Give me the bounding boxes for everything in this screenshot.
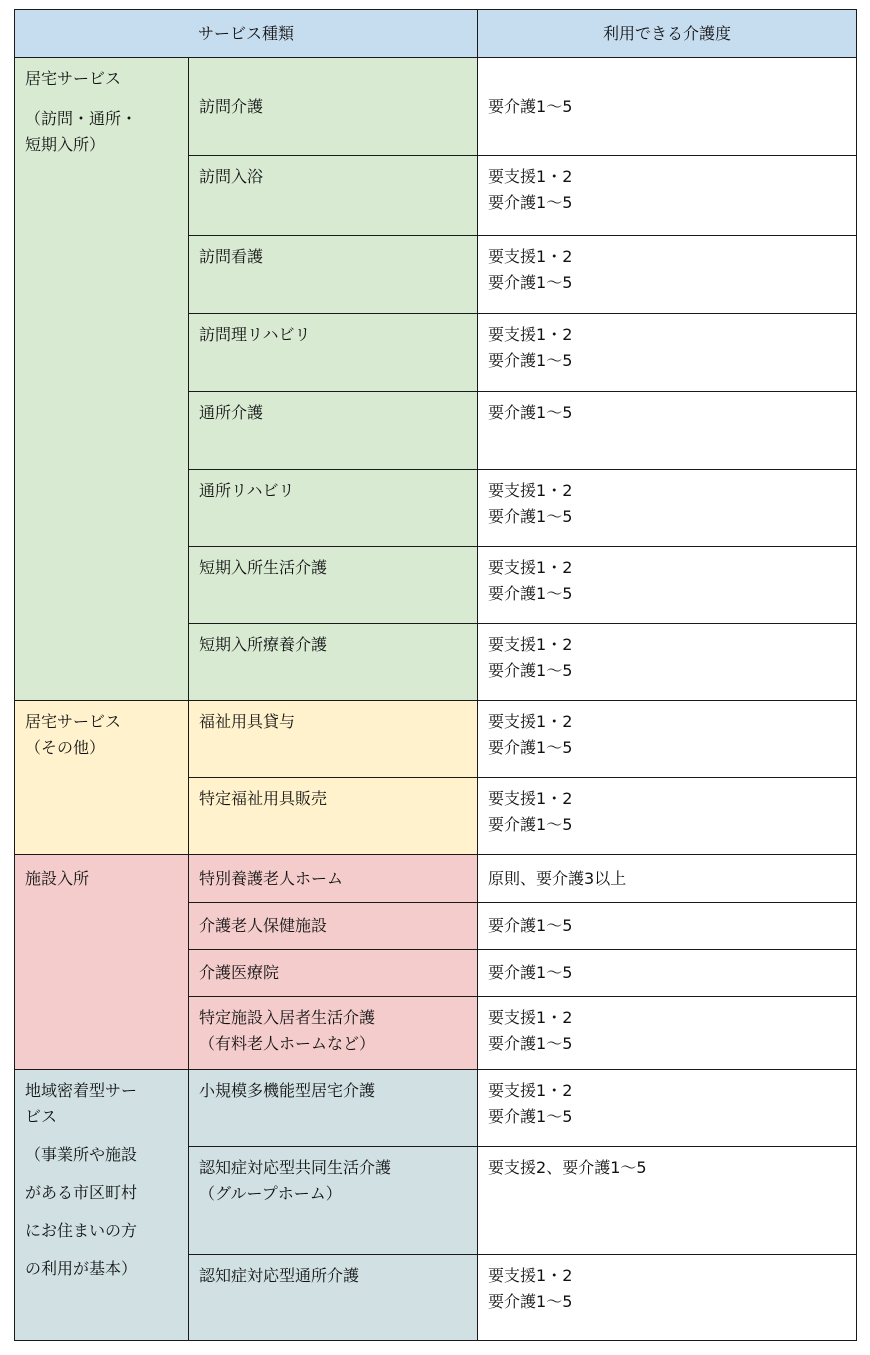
- service-name: 福祉用具貸与: [199, 712, 296, 731]
- care-level: 要支援1・2: [488, 247, 573, 266]
- care-level: 要介護1～5: [488, 1034, 573, 1053]
- service-name: 短期入所療養介護: [199, 635, 328, 654]
- category-line: 地域密着型サー: [25, 1081, 138, 1100]
- care-level: 要支援1・2: [488, 558, 573, 577]
- service-name-cell: [189, 392, 478, 470]
- care-level-cell: [478, 950, 857, 997]
- table-row: [15, 1070, 857, 1147]
- care-level: 要支援1・2: [488, 481, 573, 500]
- category-line: （事業所や施設: [25, 1145, 138, 1164]
- service-name-cell: [189, 1255, 478, 1341]
- service-name: 特定福祉用具販売: [199, 789, 328, 808]
- category-line: （その他）: [25, 738, 106, 757]
- service-name: 介護老人保健施設: [199, 916, 328, 935]
- care-level-cell: [478, 997, 857, 1070]
- care-level-cell: [478, 470, 857, 547]
- header-row: [15, 10, 857, 58]
- care-level: 要介護1～5: [488, 273, 573, 292]
- service-name-cell: [189, 701, 478, 778]
- service-name: 訪問入浴: [199, 167, 264, 186]
- category-cell: [15, 855, 189, 1070]
- care-level: 要介護1～5: [488, 403, 573, 422]
- care-level-cell: [478, 156, 857, 236]
- service-name: 介護医療院: [199, 963, 280, 982]
- care-level-cell: [478, 236, 857, 314]
- service-name: 特別養護老人ホーム: [199, 868, 344, 888]
- care-level-cell: [478, 314, 857, 392]
- service-name-cell: [189, 903, 478, 950]
- table-row: [15, 58, 857, 156]
- service-name-cell: [189, 950, 478, 997]
- care-service-table: [14, 9, 857, 1341]
- service-name: 訪問介護: [199, 96, 264, 116]
- care-level: 要支援2、要介護1～5: [488, 1158, 647, 1177]
- service-name-cell: [189, 1147, 478, 1255]
- service-name-cell: [189, 156, 478, 236]
- service-name: 特定施設入居者生活介護: [199, 1008, 376, 1027]
- care-level: 要介護1～5: [488, 507, 573, 526]
- care-level: 要介護1～5: [488, 738, 573, 757]
- category-line: の利用が基本）: [25, 1259, 138, 1278]
- service-name: 小規模多機能型居宅介護: [199, 1081, 376, 1100]
- service-name-cell: [189, 1070, 478, 1147]
- care-level: 原則、要介護3以上: [488, 868, 627, 888]
- service-name: 訪問理リハビリ: [199, 325, 311, 344]
- care-level-cell: [478, 701, 857, 778]
- service-name: 通所リハビリ: [199, 481, 295, 500]
- service-name-cell: [189, 314, 478, 392]
- service-name: 通所介護: [199, 403, 264, 422]
- care-level: 要支援1・2: [488, 712, 573, 731]
- care-level: 要介護1～5: [488, 916, 573, 935]
- care-level-cell: [478, 1147, 857, 1255]
- category-cell: [15, 58, 189, 701]
- service-name: 認知症対応型通所介護: [199, 1266, 360, 1285]
- table-row: [15, 701, 857, 778]
- care-level: 要介護1～5: [488, 661, 573, 680]
- service-name-cell: [189, 547, 478, 624]
- category-line: 居宅サービス: [25, 69, 122, 88]
- service-name-note: （有料老人ホームなど）: [199, 1034, 376, 1053]
- service-name: 短期入所生活介護: [199, 558, 328, 577]
- service-name-cell: [189, 236, 478, 314]
- care-level-cell: [478, 392, 857, 470]
- service-name-cell: [189, 997, 478, 1070]
- care-level: 要支援1・2: [488, 1081, 573, 1100]
- care-level: 要介護1～5: [488, 584, 573, 603]
- care-level: 要支援1・2: [488, 325, 573, 344]
- care-level-cell: [478, 1070, 857, 1147]
- care-level: 要支援1・2: [488, 789, 573, 808]
- service-name-cell: [189, 624, 478, 701]
- care-level-cell: [478, 778, 857, 855]
- care-level-cell: [478, 58, 857, 156]
- header-care-level: 利用できる介護度: [478, 10, 857, 58]
- category-line: 居宅サービス: [25, 712, 122, 731]
- category-line: 施設入所: [25, 869, 90, 888]
- care-level: 要支援1・2: [488, 1266, 573, 1285]
- header-service-type: サービス種類: [15, 10, 478, 58]
- care-level-cell: [478, 624, 857, 701]
- service-name-cell: [189, 58, 478, 156]
- table-row: [15, 855, 857, 903]
- category-line: （訪問・通所・: [25, 109, 138, 128]
- service-name-note: （グループホーム）: [199, 1184, 342, 1203]
- category-cell: [15, 1070, 189, 1341]
- care-level-cell: [478, 903, 857, 950]
- care-level-cell: [478, 855, 857, 903]
- care-level: 要介護1～5: [488, 815, 573, 834]
- care-level: 要介護1～5: [488, 193, 573, 212]
- care-level: 要支援1・2: [488, 1008, 573, 1027]
- category-line: にお住まいの方: [25, 1221, 138, 1240]
- service-name-cell: [189, 778, 478, 855]
- service-name: 認知症対応型共同生活介護: [199, 1158, 392, 1177]
- category-line: がある市区町村: [25, 1183, 138, 1202]
- service-name-cell: [189, 855, 478, 903]
- care-level: 要支援1・2: [488, 167, 573, 186]
- care-level: 要介護1～5: [488, 1107, 573, 1126]
- service-name-cell: [189, 470, 478, 547]
- care-level-cell: [478, 547, 857, 624]
- care-level: 要介護1～5: [488, 963, 573, 982]
- category-line: 短期入所）: [25, 135, 106, 154]
- care-level: 要支援1・2: [488, 635, 573, 654]
- category-cell: [15, 701, 189, 855]
- care-level: 要介護1～5: [488, 1292, 573, 1311]
- care-level-cell: [478, 1255, 857, 1341]
- care-level: 要介護1～5: [488, 96, 573, 116]
- care-level: 要介護1～5: [488, 351, 573, 370]
- service-name: 訪問看護: [199, 247, 264, 266]
- category-line: ビス: [25, 1107, 58, 1126]
